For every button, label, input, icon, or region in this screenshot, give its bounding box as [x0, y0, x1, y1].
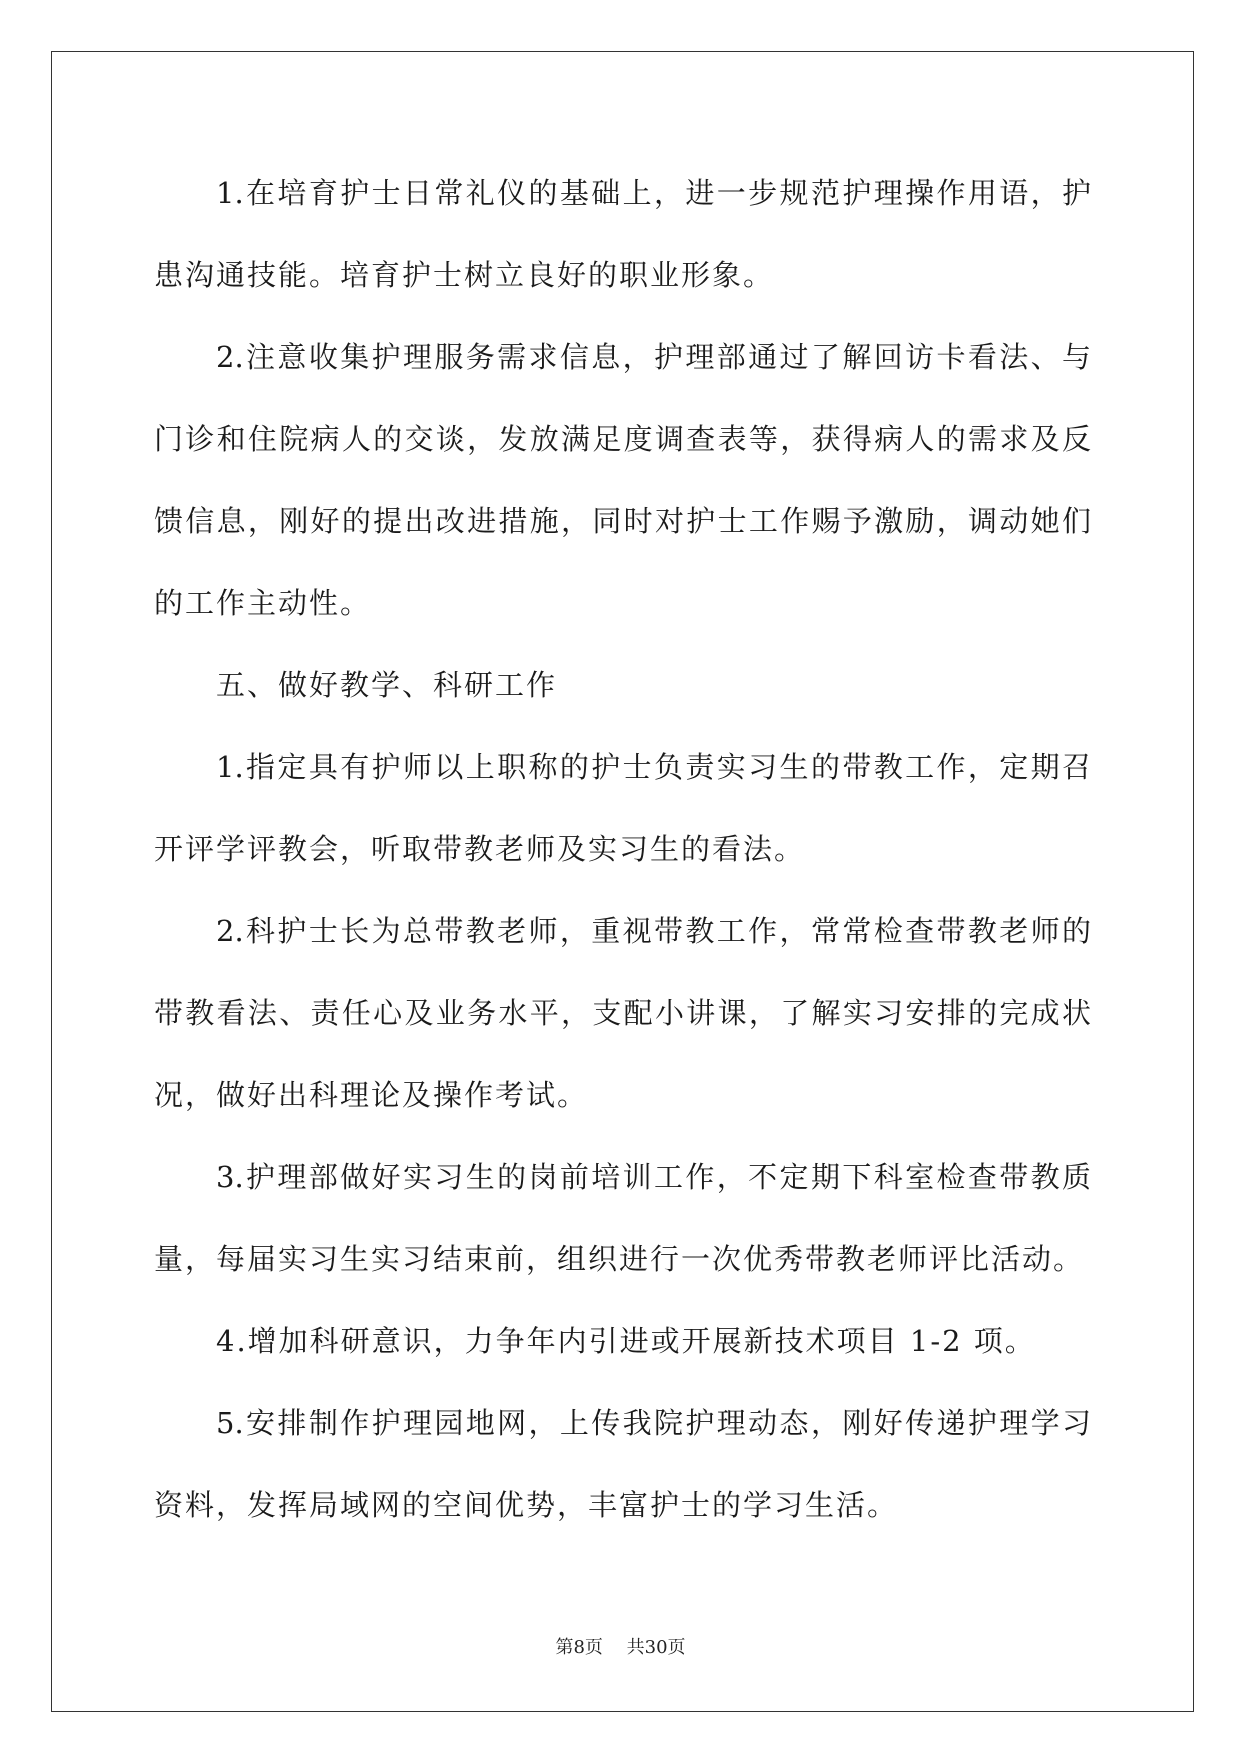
document-body	[154, 152, 1091, 1546]
paragraph	[154, 1136, 1091, 1300]
page-footer	[0, 1636, 1241, 1660]
paragraph-line: 2.注意收集护理服务需求信息，护理部通过了解回访卡看法、与	[216, 340, 1091, 374]
paragraph	[154, 1300, 1091, 1382]
paragraph-line: 带教看法、责任心及业务水平，支配小讲课，了解实习安排的完成状	[154, 996, 1091, 1030]
paragraph-line: 馈信息，刚好的提出改进措施，同时对护士工作赐予激励，调动她们	[154, 504, 1091, 538]
paragraph	[154, 726, 1091, 890]
paragraph-line: 门诊和住院病人的交谈，发放满足度调查表等，获得病人的需求及反	[154, 422, 1091, 456]
paragraph-line: 况，做好出科理论及操作考试。	[154, 1078, 589, 1112]
paragraph-line: 开评学评教会，听取带教老师及实习生的看法。	[154, 832, 806, 866]
paragraph-line: 资料，发挥局域网的空间优势，丰富护士的学习生活。	[154, 1488, 899, 1522]
paragraph	[154, 152, 1091, 316]
paragraph-line: 3.护理部做好实习生的岗前培训工作，不定期下科室检查带教质	[216, 1160, 1091, 1194]
paragraph	[154, 644, 1091, 726]
paragraph	[154, 890, 1091, 1136]
paragraph	[154, 316, 1091, 644]
paragraph-line: 的工作主动性。	[154, 586, 372, 620]
paragraph-line: 1.指定具有护师以上职称的护士负责实习生的带教工作，定期召	[216, 750, 1091, 784]
paragraph-line: 2.科护士长为总带教老师，重视带教工作，常常检查带教老师的	[216, 914, 1091, 948]
paragraph-line: 5.安排制作护理园地网，上传我院护理动态，刚好传递护理学习	[216, 1406, 1091, 1440]
paragraph	[154, 1382, 1091, 1546]
paragraph-line: 4.增加科研意识，力争年内引进或开展新技术项目 1-2 项。	[216, 1324, 1036, 1358]
paragraph-line: 1.在培育护士日常礼仪的基础上，进一步规范护理操作用语，护	[216, 176, 1091, 210]
total-page-count: 共30页	[626, 1637, 686, 1658]
paragraph-line: 量，每届实习生实习结束前，组织进行一次优秀带教老师评比活动。	[154, 1242, 1085, 1276]
current-page-number: 第8页	[555, 1637, 603, 1658]
paragraph-line: 五、做好教学、科研工作	[216, 668, 558, 702]
paragraph-line: 患沟通技能。培育护士树立良好的职业形象。	[154, 258, 775, 292]
